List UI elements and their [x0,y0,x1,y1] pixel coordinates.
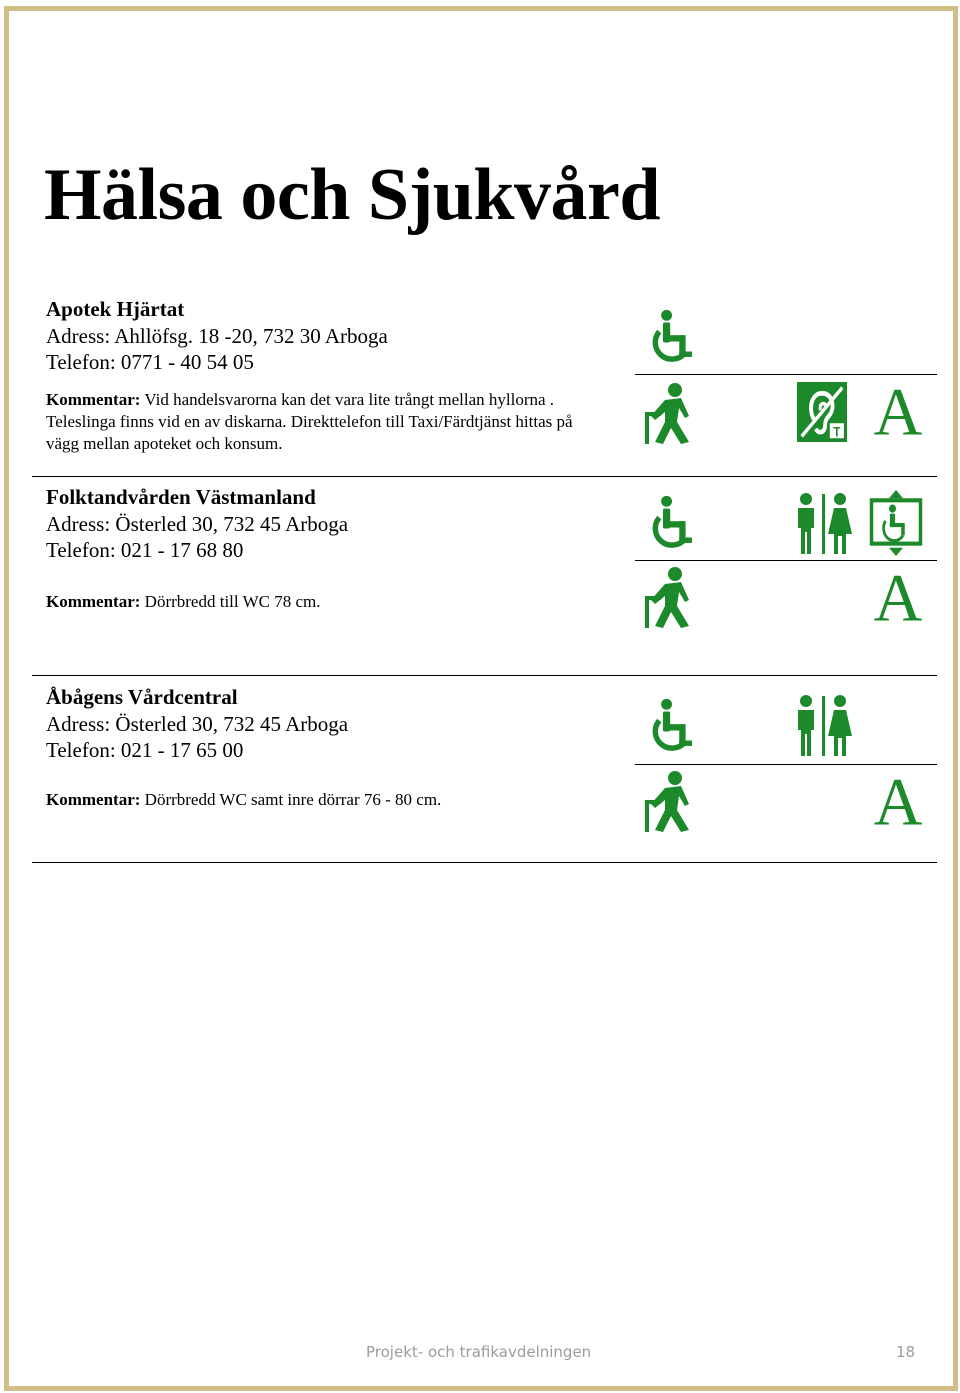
comment-text: Dörrbredd till WC 78 cm. [140,592,321,611]
entry-name: Apotek Hjärtat [46,297,185,321]
toilet-icon [792,694,856,758]
entry-comment [46,591,606,613]
entry-phone: Telefon: 0771 - 40 54 05 [46,350,254,374]
entry-comment [46,389,606,455]
entry-address: Adress: Österled 30, 732 45 Arboga [46,512,349,536]
section-divider [32,476,937,477]
entry-abagens-vardcentral [46,684,606,811]
walking-person-icon [641,770,705,834]
allergy-icon [868,378,928,442]
wheelchair-icon [643,695,701,757]
entry-comment [46,789,606,811]
walking-person-icon [641,566,705,630]
entry-address: Adress: Ahllöfsg. 18 -20, 732 30 Arboga [46,324,388,348]
elevator-icon [868,490,924,556]
entry-name: Folktandvården Västmanland [46,485,316,509]
page-title: Hälsa och Sjukvård [44,154,661,236]
entry-phone: Telefon: 021 - 17 68 80 [46,538,244,562]
comment-label: Kommentar: [46,790,141,809]
walking-person-icon [641,382,705,446]
wheelchair-icon [643,306,701,368]
footer-text: Projekt- och trafikavdelningen [366,1343,592,1361]
entry-folktandvarden [46,484,606,613]
section-divider [32,675,937,676]
wheelchair-icon [643,492,701,554]
icon-row-divider [635,764,937,765]
section-divider [32,862,937,863]
allergy-icon [868,564,928,628]
allergy-icon [868,768,928,832]
hearing-loop-icon [797,382,847,442]
entry-phone: Telefon: 021 - 17 65 00 [46,738,244,762]
comment-text: Dörrbredd WC samt inre dörrar 76 - 80 cm. [140,790,442,809]
toilet-icon [792,492,856,556]
entry-apotek-hjartat [46,296,606,455]
comment-text: Vid handelsvarorna kan det vara lite trångt mellan hyllorna . Teleslinga finns vid en av diskarna. Direkttelefon till Taxi/Färdtjänst hittas på vägg mellan apoteket och konsum. [46,390,573,453]
entry-name: Åbågens Vårdcentral [46,685,238,709]
comment-label: Kommentar: [46,390,141,409]
icon-row-divider [635,374,937,375]
comment-label: Kommentar: [46,592,141,611]
icon-row-divider [635,560,937,561]
entry-address: Adress: Österled 30, 732 45 Arboga [46,712,349,736]
page-number: 18 [896,1343,916,1361]
